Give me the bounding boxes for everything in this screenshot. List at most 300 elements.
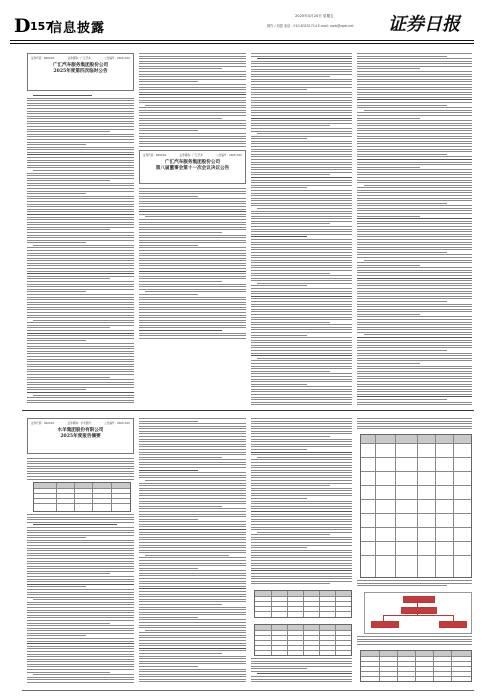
chart-box-right	[439, 621, 467, 628]
text-line	[251, 234, 352, 235]
text-line	[357, 327, 472, 328]
text-line	[139, 568, 198, 569]
text-line	[139, 302, 246, 303]
text-line	[251, 668, 307, 669]
text-line	[27, 173, 134, 174]
text-line	[145, 216, 246, 217]
text-line	[251, 223, 330, 224]
text-line	[33, 674, 134, 675]
text-line	[139, 94, 246, 95]
text-column-2	[139, 53, 246, 148]
text-line	[357, 322, 472, 323]
text-line	[357, 79, 472, 80]
text-line	[251, 467, 352, 468]
text-line	[139, 258, 246, 259]
text-line	[357, 236, 472, 237]
text-line	[27, 149, 134, 150]
text-line	[357, 583, 472, 584]
text-line	[251, 193, 352, 194]
text-line	[139, 676, 246, 677]
notice-2-title: 第八届董事会第十一次会议决议公告	[155, 166, 230, 171]
text-line	[139, 534, 246, 535]
text-line	[27, 397, 134, 398]
text-line	[27, 522, 134, 523]
text-line	[139, 578, 246, 579]
text-line	[251, 61, 352, 62]
text-line	[27, 458, 134, 459]
text-line	[251, 524, 352, 525]
text-line	[27, 232, 134, 233]
text-line	[139, 545, 246, 546]
text-line	[357, 149, 472, 150]
text-line	[251, 146, 352, 147]
text-line	[27, 361, 134, 362]
text-line	[139, 679, 246, 680]
text-line	[27, 167, 134, 168]
text-line	[139, 591, 246, 592]
text-line	[139, 433, 246, 434]
text-line	[357, 208, 472, 209]
text-line	[357, 363, 420, 364]
text-line	[357, 244, 472, 245]
text-line	[27, 623, 110, 624]
section-title: 信息披露	[49, 21, 106, 36]
text-line	[27, 610, 134, 611]
text-line	[251, 242, 352, 243]
text-line	[357, 242, 472, 243]
text-line	[27, 185, 134, 186]
text-line	[357, 252, 447, 253]
text-line	[27, 571, 134, 572]
text-line	[251, 503, 352, 504]
text-line	[27, 98, 134, 99]
text-line	[251, 431, 352, 432]
text-line	[357, 247, 472, 248]
text-line	[251, 239, 352, 240]
text-line	[357, 319, 472, 320]
notice-1-stock-name: 证券简称：广汇汽车	[67, 57, 91, 60]
text-line	[251, 280, 352, 281]
text-line	[251, 480, 352, 481]
text-line	[139, 586, 246, 587]
text-line	[139, 297, 246, 298]
text-line	[357, 641, 472, 642]
text-line	[139, 71, 246, 72]
text-line	[357, 136, 472, 137]
text-line	[139, 547, 246, 548]
text-line	[357, 426, 472, 427]
text-line	[27, 548, 134, 549]
text-line	[139, 237, 246, 238]
text-line	[27, 286, 134, 287]
text-line	[27, 602, 134, 603]
text-line	[251, 190, 352, 191]
text-line	[139, 653, 222, 654]
text-line	[357, 63, 472, 64]
text-line	[257, 133, 352, 134]
text-line	[139, 327, 246, 328]
text-line	[27, 113, 134, 114]
text-line	[27, 338, 134, 339]
text-line	[27, 307, 134, 308]
text-line	[27, 369, 134, 370]
text-line	[27, 289, 134, 290]
text-line	[27, 651, 134, 652]
text-line	[27, 612, 134, 613]
text-line	[27, 348, 134, 349]
text-line	[139, 242, 246, 243]
text-line	[27, 573, 110, 574]
text-line	[251, 501, 352, 502]
text-line	[139, 138, 246, 139]
text-line	[364, 110, 472, 111]
text-line	[27, 542, 134, 543]
text-line	[27, 263, 134, 264]
text-line	[139, 614, 246, 615]
text-line	[251, 527, 352, 528]
text-line	[251, 200, 352, 201]
text-line	[27, 309, 134, 310]
text-line	[139, 299, 246, 300]
text-line	[251, 154, 352, 155]
text-line	[251, 182, 352, 183]
notice-2-stock-info	[143, 153, 242, 157]
text-line	[139, 570, 246, 571]
text-line	[251, 552, 352, 553]
text-line	[357, 61, 472, 62]
text-line	[139, 214, 246, 215]
text-line	[27, 641, 134, 642]
text-line	[27, 620, 134, 621]
text-line	[27, 630, 134, 631]
text-line	[27, 479, 134, 480]
text-line	[251, 462, 352, 463]
text-line	[251, 314, 352, 315]
text-line	[139, 271, 246, 272]
text-line	[251, 260, 352, 261]
text-line	[139, 102, 246, 103]
text-line	[251, 112, 352, 113]
text-line	[139, 436, 246, 437]
text-line	[251, 433, 352, 434]
text-line	[139, 335, 246, 336]
text-line	[27, 118, 134, 119]
text-line	[139, 627, 246, 628]
text-column-8c	[357, 636, 472, 646]
text-line	[251, 205, 352, 206]
text-line	[27, 111, 134, 112]
text-line	[251, 446, 352, 447]
text-line	[251, 470, 352, 471]
text-line	[27, 377, 110, 378]
text-line	[139, 79, 246, 80]
text-line	[357, 162, 472, 163]
text-line	[27, 142, 134, 143]
text-line	[27, 392, 134, 393]
text-line	[357, 373, 472, 374]
text-line	[357, 368, 472, 369]
text-line	[357, 306, 472, 307]
text-line	[251, 195, 352, 196]
text-line	[27, 461, 134, 462]
text-line	[27, 204, 134, 205]
text-line	[251, 483, 352, 484]
text-line	[27, 294, 134, 295]
text-line	[139, 100, 246, 101]
text-line	[139, 123, 246, 124]
text-line	[27, 229, 110, 230]
text-line	[251, 97, 352, 98]
text-line	[357, 324, 472, 325]
text-line	[27, 648, 134, 649]
text-line	[257, 208, 352, 209]
text-line	[251, 177, 352, 178]
text-line	[357, 376, 472, 377]
text-line	[27, 206, 134, 207]
chart-box-left	[371, 621, 399, 628]
text-line	[139, 508, 246, 509]
text-line	[357, 123, 472, 124]
text-line	[357, 125, 472, 126]
text-line	[139, 84, 246, 85]
chart-box-middle	[401, 607, 437, 614]
page-bottom-rule	[22, 690, 474, 691]
text-line	[27, 281, 134, 282]
text-line	[251, 565, 352, 566]
text-line	[251, 340, 352, 341]
text-line	[357, 404, 472, 405]
text-line	[357, 394, 472, 395]
text-line	[251, 79, 352, 80]
text-line	[27, 659, 134, 660]
text-line	[139, 278, 246, 279]
text-line	[251, 381, 352, 382]
text-line	[27, 638, 134, 639]
text-line	[27, 343, 134, 344]
text-line	[27, 291, 86, 292]
notice-box-1	[27, 53, 134, 91]
text-line	[357, 180, 472, 181]
text-line	[251, 404, 352, 405]
text-line	[139, 107, 246, 108]
text-line	[357, 128, 472, 129]
text-line	[357, 340, 472, 341]
text-line	[139, 260, 246, 261]
text-line	[357, 138, 472, 139]
text-line	[139, 514, 246, 515]
text-line	[27, 635, 86, 636]
text-line	[357, 187, 472, 188]
text-line	[27, 315, 134, 316]
text-line	[251, 322, 330, 323]
text-line	[27, 677, 134, 678]
text-line	[27, 139, 134, 140]
text-line	[139, 247, 246, 248]
text-line	[145, 555, 228, 556]
text-line	[139, 426, 246, 427]
text-line	[251, 94, 352, 95]
text-line	[27, 682, 134, 683]
text-line	[139, 506, 222, 507]
text-line	[357, 386, 472, 387]
text-line	[27, 129, 134, 130]
text-line	[139, 431, 246, 432]
text-line	[139, 632, 246, 633]
text-line	[33, 170, 134, 171]
text-line	[357, 358, 472, 359]
text-line	[251, 399, 352, 400]
text-line	[357, 71, 472, 72]
text-line	[251, 71, 352, 72]
text-line	[251, 296, 352, 297]
text-line	[139, 483, 246, 484]
text-line	[27, 384, 134, 385]
text-line	[251, 89, 307, 90]
text-line	[251, 120, 352, 121]
text-line	[139, 521, 246, 522]
text-line	[27, 144, 86, 145]
text-line	[251, 573, 352, 574]
text-line	[251, 169, 352, 170]
notice-3-company: 水羊集团股份有限公司	[57, 428, 104, 433]
text-line	[27, 519, 134, 520]
text-line	[251, 136, 352, 137]
text-line	[139, 325, 246, 326]
text-line	[251, 185, 352, 186]
text-line	[357, 56, 447, 57]
text-line	[139, 206, 246, 207]
text-line	[251, 493, 352, 494]
text-line	[251, 118, 352, 119]
text-line	[357, 102, 472, 103]
text-line	[139, 196, 198, 197]
notice-3-stock-code: 证券代码：002XXX	[31, 422, 55, 425]
text-line	[251, 428, 352, 429]
text-line	[357, 639, 472, 640]
text-line	[357, 221, 472, 222]
text-line	[27, 304, 134, 305]
text-line	[27, 364, 134, 365]
text-line	[357, 585, 447, 586]
section-divider	[22, 410, 474, 411]
text-line	[357, 92, 472, 93]
text-line	[357, 293, 472, 294]
text-line	[357, 174, 472, 175]
text-line	[251, 508, 352, 509]
text-line	[139, 118, 222, 119]
text-line	[139, 428, 246, 429]
text-line	[251, 661, 352, 662]
text-line	[139, 289, 246, 290]
text-line	[251, 275, 352, 276]
text-line	[139, 588, 246, 589]
text-line	[251, 335, 307, 336]
text-line	[251, 92, 352, 93]
text-line	[139, 439, 246, 440]
text-line	[251, 421, 352, 422]
text-line	[139, 281, 222, 282]
text-line	[139, 622, 246, 623]
text-line	[251, 353, 352, 354]
text-line	[27, 180, 110, 181]
text-line	[251, 332, 352, 333]
text-line	[139, 524, 246, 525]
text-line	[251, 128, 352, 129]
text-line	[251, 545, 352, 546]
text-line	[139, 612, 246, 613]
text-line	[357, 342, 472, 343]
text-line	[27, 597, 134, 598]
text-line	[139, 617, 198, 618]
text-line	[251, 231, 352, 232]
text-line	[27, 152, 134, 153]
text-line	[27, 116, 134, 117]
text-line	[357, 87, 472, 88]
text-line	[251, 172, 352, 173]
text-line	[139, 89, 246, 90]
text-line	[27, 268, 134, 269]
text-line	[139, 143, 246, 144]
text-line	[357, 231, 472, 232]
text-line	[357, 384, 472, 385]
text-line	[251, 679, 352, 680]
text-line	[27, 466, 134, 467]
text-line	[139, 188, 246, 189]
text-line	[27, 265, 134, 266]
text-line	[27, 643, 134, 644]
text-line	[251, 141, 352, 142]
text-line	[139, 211, 246, 212]
text-line	[251, 125, 330, 126]
text-line	[251, 477, 352, 478]
text-line	[251, 521, 352, 522]
text-line	[139, 112, 246, 113]
text-line	[357, 280, 472, 281]
text-line	[27, 476, 134, 477]
text-column-2b	[139, 188, 246, 340]
text-line	[357, 311, 472, 312]
text-line	[251, 298, 352, 299]
text-line	[251, 105, 352, 106]
text-line	[357, 285, 472, 286]
text-line	[139, 452, 246, 453]
text-line	[251, 203, 352, 204]
text-line	[251, 514, 352, 515]
text-line	[357, 182, 472, 183]
text-line	[27, 136, 134, 137]
text-line	[357, 84, 472, 85]
text-line	[251, 131, 352, 132]
text-line	[357, 360, 472, 361]
text-line	[357, 381, 472, 382]
text-line	[357, 391, 472, 392]
text-column-7b	[251, 658, 352, 684]
notice-3-stock-info	[31, 421, 130, 425]
text-line	[251, 529, 352, 530]
text-line	[357, 418, 472, 419]
text-line	[251, 376, 352, 377]
text-line	[139, 656, 246, 657]
text-line	[27, 661, 134, 662]
notice-2-stock-code: 证券代码：600XXX	[143, 154, 167, 157]
text-line	[27, 402, 134, 403]
text-line	[357, 169, 472, 170]
text-line	[139, 503, 246, 504]
text-line	[139, 573, 246, 574]
text-line	[357, 133, 472, 134]
text-line	[27, 131, 110, 132]
text-line	[27, 219, 134, 220]
